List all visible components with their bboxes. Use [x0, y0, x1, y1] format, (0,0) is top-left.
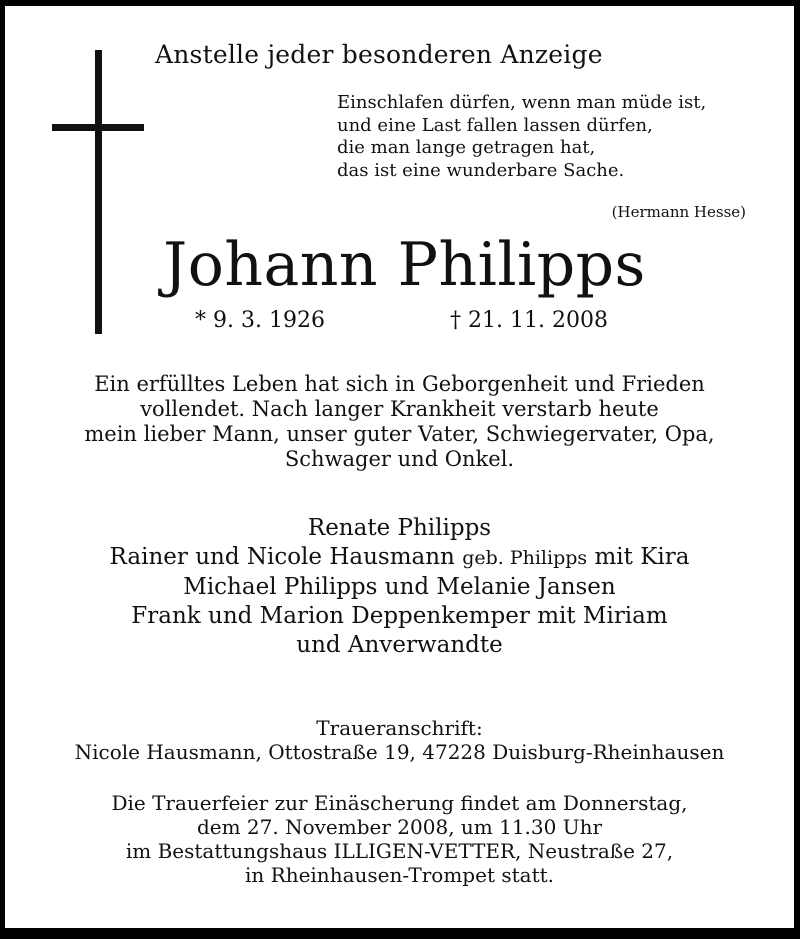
mourning-address — [5, 716, 794, 764]
obituary-notice — [5, 6, 794, 928]
tribute-text — [5, 372, 794, 472]
maiden-name: geb. Philipps — [462, 547, 588, 569]
tribute-line: Ein erfülltes Leben hat sich in Geborgenheit und Frieden — [94, 372, 705, 396]
family-line: und Anverwandte — [296, 632, 503, 658]
service-line: Die Trauerfeier zur Einäscherung findet am Donnerstag, — [111, 791, 688, 815]
family-line: Frank und Marion Deppenkemper mit Miriam — [131, 603, 668, 629]
poem-line: Einschlafen dürfen, wenn man müde ist, — [337, 92, 707, 113]
service-line: in Rheinhausen-Trompet statt. — [245, 863, 554, 887]
poem-line: das ist eine wunderbare Sache. — [337, 159, 625, 181]
family-line — [5, 543, 794, 573]
family-line-part: mit Kira — [594, 544, 690, 570]
cross-icon-bar — [52, 124, 144, 131]
funeral-service — [5, 791, 794, 887]
family-list — [5, 514, 794, 660]
notice-heading: Anstelle jeder besonderen Anzeige — [155, 40, 603, 69]
service-line: im Bestattungshaus ILLIGEN-VETTER, Neustraße 27, — [125, 839, 674, 863]
family-line-part: Rainer und Nicole Hausmann — [109, 544, 455, 570]
poem — [337, 92, 706, 182]
deceased-name: Johann Philipps — [163, 230, 646, 300]
poem-line: die man lange getragen hat, — [337, 137, 596, 158]
tribute-line: vollendet. Nach langer Krankheit verstarb heute — [140, 397, 659, 421]
tribute-line: Schwager und Onkel. — [284, 447, 515, 471]
poem-author: (Hermann Hesse) — [611, 203, 746, 221]
address-label: Traueranschrift: — [316, 716, 483, 740]
family-line: Renate Philipps — [307, 515, 492, 541]
poem-line: und eine Last fallen lassen dürfen, — [337, 114, 653, 136]
family-line: Michael Philipps und Melanie Jansen — [183, 574, 616, 600]
tribute-line: mein lieber Mann, unser guter Vater, Schwiegervater, Opa, — [84, 422, 715, 446]
birth-date: * 9. 3. 1926 — [195, 308, 325, 333]
service-line: dem 27. November 2008, um 11.30 Uhr — [196, 815, 603, 839]
death-date: † 21. 11. 2008 — [450, 308, 608, 333]
address-value: Nicole Hausmann, Ottostraße 19, 47228 Duisburg-Rheinhausen — [74, 740, 725, 764]
